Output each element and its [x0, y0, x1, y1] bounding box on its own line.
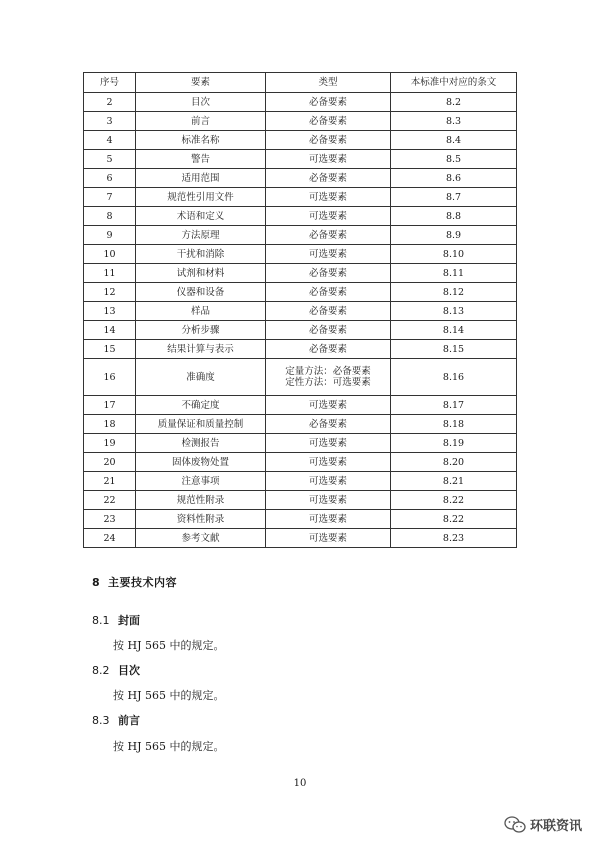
header-element: 要素: [136, 73, 266, 93]
type-line: 可选要素: [308, 248, 347, 260]
section-heading: [92, 574, 177, 590]
cell-clause: 8.4: [391, 131, 517, 150]
subsection-body: 按 HJ 565 中的规定。: [113, 740, 225, 753]
cell-clause: 8.17: [391, 396, 517, 415]
type-line: 可选要素: [308, 475, 347, 487]
cell-type: [266, 169, 391, 188]
subsection-body: 按 HJ 565 中的规定。: [113, 639, 225, 652]
table-row: [84, 340, 517, 359]
cell-no: 7: [84, 188, 136, 207]
table-header-row: [84, 73, 517, 93]
type-line: 必备要素: [308, 418, 347, 430]
table-body: [84, 93, 517, 548]
cell-clause: 8.19: [391, 434, 517, 453]
table-row: [84, 131, 517, 150]
cell-element: 术语和定义: [136, 207, 266, 226]
section-number: 8: [92, 576, 101, 589]
type-line: 必备要素: [308, 305, 347, 317]
cell-no: 9: [84, 226, 136, 245]
subsection-heading: [92, 712, 140, 728]
cell-clause: 8.3: [391, 112, 517, 131]
cell-no: 22: [84, 491, 136, 510]
cell-element: 检测报告: [136, 434, 266, 453]
element-table: [83, 72, 517, 548]
cell-no: 10: [84, 245, 136, 264]
cell-element: 仪器和设备: [136, 283, 266, 302]
cell-element: 适用范围: [136, 169, 266, 188]
cell-no: 17: [84, 396, 136, 415]
cell-type: [266, 434, 391, 453]
cell-element: 注意事项: [136, 472, 266, 491]
type-line: 可选要素: [308, 191, 347, 203]
cell-type: [266, 302, 391, 321]
subsection-title: 封面: [118, 614, 140, 627]
cell-clause: 8.8: [391, 207, 517, 226]
table-row: [84, 93, 517, 112]
cell-no: 11: [84, 264, 136, 283]
table-row: [84, 491, 517, 510]
wechat-icon: [504, 816, 526, 834]
cell-element: 方法原理: [136, 226, 266, 245]
cell-type: [266, 396, 391, 415]
cell-element: 质量保证和质量控制: [136, 415, 266, 434]
cell-no: 23: [84, 510, 136, 529]
cell-clause: 8.6: [391, 169, 517, 188]
cell-clause: 8.13: [391, 302, 517, 321]
cell-element: 标准名称: [136, 131, 266, 150]
type-line: 必备要素: [308, 115, 347, 127]
cell-type: [266, 510, 391, 529]
cell-type: [266, 150, 391, 169]
cell-element: 目次: [136, 93, 266, 112]
cell-no: 18: [84, 415, 136, 434]
cell-type: [266, 472, 391, 491]
subsection-body: 按 HJ 565 中的规定。: [113, 689, 225, 702]
watermark: [504, 815, 582, 834]
table-row: [84, 321, 517, 340]
cell-type: [266, 453, 391, 472]
type-line: 必备要素: [308, 172, 347, 184]
type-line: 必备要素: [308, 229, 347, 241]
cell-clause: 8.11: [391, 264, 517, 283]
cell-no: 21: [84, 472, 136, 491]
table-row: [84, 510, 517, 529]
cell-no: 13: [84, 302, 136, 321]
cell-type: [266, 93, 391, 112]
cell-clause: 8.12: [391, 283, 517, 302]
table-row: [84, 283, 517, 302]
type-line: 必备要素: [308, 267, 347, 279]
cell-no: 2: [84, 93, 136, 112]
subsection-number: 8.1: [92, 614, 110, 627]
type-line: 可选要素: [308, 153, 347, 165]
cell-clause: 8.9: [391, 226, 517, 245]
cell-clause: 8.7: [391, 188, 517, 207]
subsection-title: 前言: [118, 714, 140, 727]
cell-type: [266, 340, 391, 359]
table-row: [84, 226, 517, 245]
cell-no: 6: [84, 169, 136, 188]
cell-no: 16: [84, 359, 136, 396]
table-row: [84, 529, 517, 548]
cell-type: [266, 491, 391, 510]
cell-clause: 8.14: [391, 321, 517, 340]
cell-element: 干扰和消除: [136, 245, 266, 264]
cell-element: 不确定度: [136, 396, 266, 415]
page-number: 10: [293, 778, 307, 789]
cell-type: [266, 207, 391, 226]
cell-type: [266, 226, 391, 245]
subsection-heading: [92, 662, 140, 678]
table-row: [84, 302, 517, 321]
cell-clause: 8.16: [391, 359, 517, 396]
cell-type: [266, 529, 391, 548]
cell-clause: 8.15: [391, 340, 517, 359]
header-clause: 本标准中对应的条文: [391, 73, 517, 93]
cell-element: 参考文献: [136, 529, 266, 548]
type-line: 必备要素: [308, 134, 347, 146]
cell-element: 规范性附录: [136, 491, 266, 510]
cell-clause: 8.2: [391, 93, 517, 112]
header-type: 类型: [266, 73, 391, 93]
cell-element: 资料性附录: [136, 510, 266, 529]
type-line: 可选要素: [308, 210, 347, 222]
cell-type: [266, 321, 391, 340]
cell-no: 5: [84, 150, 136, 169]
table-row: [84, 396, 517, 415]
cell-clause: 8.20: [391, 453, 517, 472]
cell-no: 19: [84, 434, 136, 453]
type-line: 必备要素: [308, 96, 347, 108]
cell-element: 准确度: [136, 359, 266, 396]
cell-element: 固体废物处置: [136, 453, 266, 472]
cell-clause: 8.5: [391, 150, 517, 169]
cell-type: [266, 188, 391, 207]
cell-type: [266, 283, 391, 302]
table-row: [84, 359, 517, 396]
type-line: 可选要素: [308, 494, 347, 506]
cell-no: 4: [84, 131, 136, 150]
type-line: 必备要素: [308, 343, 347, 355]
section-title: 主要技术内容: [108, 576, 177, 589]
cell-type: [266, 415, 391, 434]
table-row: [84, 472, 517, 491]
cell-type: [266, 112, 391, 131]
type-line: 必备要素: [308, 324, 347, 336]
type-line: 必备要素: [308, 286, 347, 298]
watermark-text: 环联资讯: [529, 819, 582, 834]
cell-element: 试剂和材料: [136, 264, 266, 283]
table-row: [84, 415, 517, 434]
type-line: 可选要素: [308, 399, 347, 411]
type-line: 定性方法：可选要素: [285, 377, 371, 388]
cell-element: 前言: [136, 112, 266, 131]
cell-no: 8: [84, 207, 136, 226]
table-row: [84, 112, 517, 131]
cell-clause: 8.23: [391, 529, 517, 548]
header-no: 序号: [84, 73, 136, 93]
cell-clause: 8.18: [391, 415, 517, 434]
subsection-number: 8.3: [92, 714, 110, 727]
type-line: 可选要素: [308, 437, 347, 449]
cell-type: [266, 264, 391, 283]
cell-element: 分析步骤: [136, 321, 266, 340]
table-row: [84, 169, 517, 188]
cell-element: 结果计算与表示: [136, 340, 266, 359]
cell-clause: 8.22: [391, 510, 517, 529]
table-row: [84, 245, 517, 264]
cell-no: 14: [84, 321, 136, 340]
cell-type: [266, 245, 391, 264]
subsection-title: 目次: [118, 664, 140, 677]
table-row: [84, 264, 517, 283]
cell-element: 样品: [136, 302, 266, 321]
cell-no: 15: [84, 340, 136, 359]
subsection-heading: [92, 612, 140, 628]
cell-clause: 8.21: [391, 472, 517, 491]
cell-no: 3: [84, 112, 136, 131]
cell-no: 20: [84, 453, 136, 472]
cell-no: 24: [84, 529, 136, 548]
type-line: 可选要素: [308, 513, 347, 525]
cell-element: 规范性引用文件: [136, 188, 266, 207]
table-row: [84, 188, 517, 207]
subsection-number: 8.2: [92, 664, 110, 677]
type-line: 可选要素: [308, 532, 347, 544]
table-row: [84, 207, 517, 226]
cell-no: 12: [84, 283, 136, 302]
cell-clause: 8.22: [391, 491, 517, 510]
type-line: 定量方法：必备要素: [285, 366, 371, 377]
table-row: [84, 150, 517, 169]
type-line: 可选要素: [308, 456, 347, 468]
cell-element: 警告: [136, 150, 266, 169]
table-row: [84, 453, 517, 472]
cell-type: [266, 359, 391, 396]
cell-clause: 8.10: [391, 245, 517, 264]
table-row: [84, 434, 517, 453]
cell-type: [266, 131, 391, 150]
